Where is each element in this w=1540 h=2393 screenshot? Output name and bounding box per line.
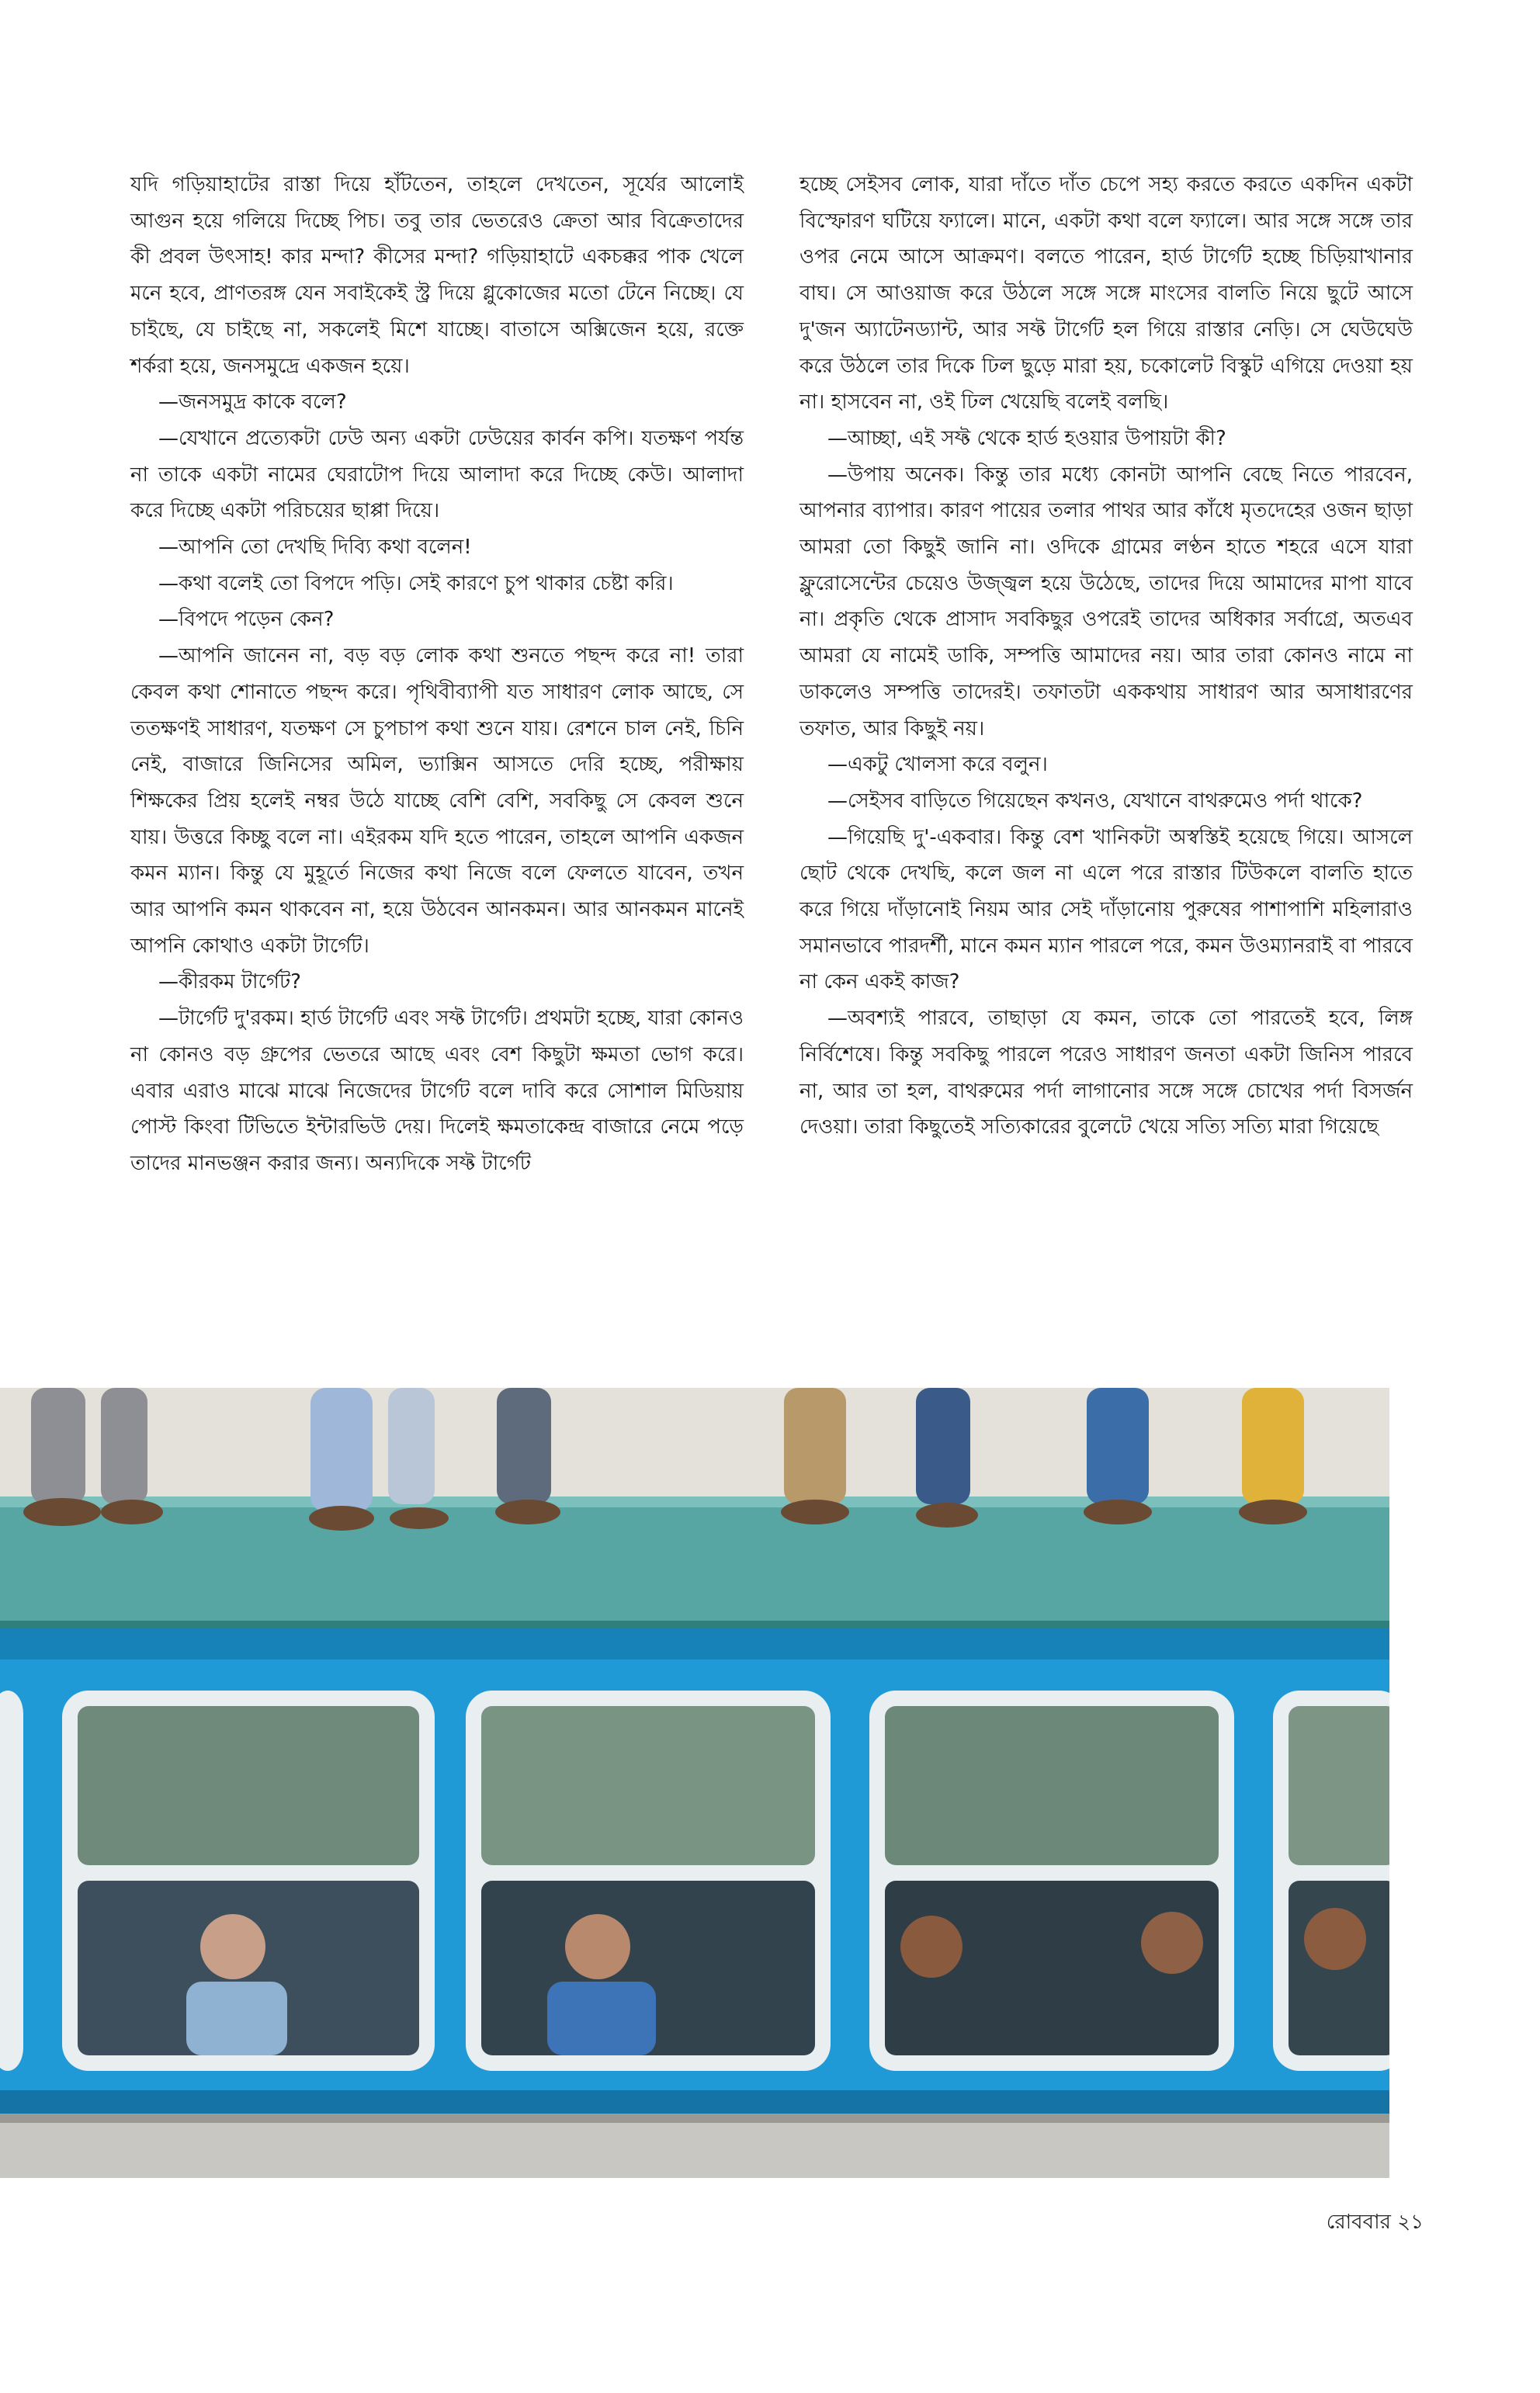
bus-photo — [0, 1388, 1389, 2178]
page-folio: রোববার ২১ — [1326, 2211, 1424, 2234]
text-column-right — [799, 167, 1413, 1146]
paragraph: যদি গড়িয়াহাটের রাস্তা দিয়ে হাঁটতেন, তাহলে দেখতেন, সূর্যের আলোই আগুন হয়ে গলিয়ে দিচ্ছে পিচ। তবু তার ভেতরেও ক্রেতা আর বিক্রেতাদের কী প্রবল উৎসাহ! কার মন্দা? কীসের মন্দা? গড়িয়াহাটে একচক্কর পাক খেলে মনে হবে, প্রাণতরঙ্গ যেন সবাইকেই স্ট্র দিয়ে গ্লুকোজের মতো টেনে নিচ্ছে। যে চাইছে, যে চাইছে না, সকলেই মিশে যাচ্ছে। বাতাসে অক্সিজেন হয়ে, রক্তে শর্করা হয়ে, জনসমুদ্রে একজন হয়ে। — [130, 173, 744, 378]
paragraph: —আপনি তো দেখছি দিব্যি কথা বলেন! — [158, 536, 472, 560]
bus-roof — [0, 1496, 1389, 1628]
bus-illustration — [0, 1388, 1389, 2178]
paragraph: —একটু খোলসা করে বলুন। — [827, 753, 1048, 777]
paragraph: —উপায় অনেক। কিন্তু তার মধ্যে কোনটা আপনি বেছে নিতে পারবেন, আপনার ব্যাপার। কারণ পায়ের তলার পাথর আর কাঁধে মৃতদেহের ওজন ছাড়া আমরা তো কিছুই জানি না। ওদিকে গ্রামের লণ্ঠন হাতে শহরে এসে যারা ফ্লুরোসেন্টের চেয়েও উজ্জ্বল হয়ে উঠেছে, তাদের দিয়ে আমাদের মাপা যাবে না। প্রকৃতি থেকে প্রাসাদ সবকিছুর ওপরেই তাদের অধিকার সর্বাগ্রে, অতএব আমরা যে নামেই ডাকি, সম্পত্তি আমাদের নয়। আর তারা কোনও নামে না ডাকলেও সম্পত্তি তাদেরই। তফাতটা এককথায় সাধারণ আর অসাধারণের তফাত, আর কিছুই নয়। — [799, 463, 1413, 740]
paragraph: —আপনি জানেন না, বড় বড় লোক কথা শুনতে পছন্দ করে না! তারা কেবল কথা শোনাতে পছন্দ করে। পৃথিবীব্যাপী যত সাধারণ লোক আছে, সে ততক্ষণই সাধারণ, যতক্ষণ সে চুপচাপ কথা শুনে যায়। রেশনে চাল নেই, চিনি নেই, বাজারে জিনিসের অমিল, ভ্যাক্সিন আসতে দেরি হচ্ছে, পরীক্ষায় শিক্ষকের প্রিয় হলেই নম্বর উঠে যাচ্ছে বেশি বেশি, সবকিছু সে কেবল শুনে যায়। উত্তরে কিচ্ছু বলে না। এইরকম যদি হতে পারেন, তাহলে আপনি একজন কমন ম্যান। কিন্তু যে মুহূর্তে নিজের কথা নিজে বলে ফেলতে যাবেন, তখন আর আপনি কমন থাকবেন না, হয়ে উঠবেন আনকমন। আর আনকমন মানেই আপনি কোথাও একটা টার্গেট। — [130, 644, 744, 958]
bus-windows — [0, 1691, 1389, 2071]
paragraph: —গিয়েছি দু'-একবার। কিন্তু বেশ খানিকটা অস্বস্তিই হয়েছে গিয়ে। আসলে ছোট থেকে দেখছি, কলে জল না এলে পরে রাস্তার টিউকলে বালতি হাতে করে গিয়ে দাঁড়ানোই নিয়ম আর সেই দাঁড়ানোয় পুরুষের পাশাপাশি মহিলারাও সমানভাবে পারদর্শী, মানে কমন ম্যান পারলে পরে, কমন উওম্যানরাই বা পারবে না কেন একই কাজ? — [799, 825, 1413, 994]
paragraph: —বিপদে পড়েন কেন? — [158, 608, 335, 632]
paragraph: —টার্গেট দু'রকম। হার্ড টার্গেট এবং সফ্ট টার্গেট। প্রথমটা হচ্ছে, যারা কোনও না কোনও বড় গ্রুপের ভেতরে আছে এবং বেশ কিছুটা ক্ষমতা ভোগ করে। এবার এরাও মাঝে মাঝে নিজেদের টার্গেট বলে দাবি করে সোশাল মিডিয়ায় পোস্ট কিংবা টিভিতে ইন্টারভিউ দেয়। দিলেই ক্ষমতাকেন্দ্র বাজারে নেমে পড়ে তাদের মানভঞ্জন করার জন্য। অন্যদিকে সফ্ট টার্গেট — [130, 1007, 744, 1175]
paragraph: —সেইসব বাড়িতে গিয়েছেন কখনও, যেখানে বাথরুমেও পর্দা থাকে? — [827, 789, 1363, 813]
text-column-left — [130, 167, 744, 1182]
paragraph: —যেখানে প্রত্যেকটা ঢেউ অন্য একটা ঢেউয়ের কার্বন কপি। যতক্ষণ পর্যন্ত না তাকে একটা নামের ঘেরাটোপ দিয়ে আলাদা করে দিচ্ছে কেউ। আলাদা করে দিচ্ছে একটা পরিচয়ের ছাপ্পা দিয়ে। — [130, 426, 744, 523]
paragraph: —কীরকম টার্গেট? — [158, 970, 301, 994]
paragraph: —জনসমুদ্র কাকে বলে? — [158, 390, 347, 414]
paragraph: হচ্ছে সেইসব লোক, যারা দাঁতে দাঁত চেপে সহ্য করতে করতে একদিন একটা বিস্ফোরণ ঘটিয়ে ফ্যালে। মানে, একটা কথা বলে ফ্যালে। আর সঙ্গে সঙ্গে তার ওপর নেমে আসে আক্রমণ। বলতে পারেন, হার্ড টার্গেট হচ্ছে চিড়িয়াখানার বাঘ। সে আওয়াজ করে উঠলে সঙ্গে সঙ্গে মাংসের বালতি নিয়ে ছুটে আসে দু'জন অ্যাটেনড্যান্ট, আর সফ্ট টার্গেট হল গিয়ে রাস্তার নেড়ি। সে ঘেউঘেউ করে উঠলে তার দিকে ঢিল ছুড়ে মারা হয়, চকোলেট বিস্কুট এগিয়ে দেওয়া হয় না। হাসবেন না, ওই ঢিল খেয়েছি বলেই বলছি। — [799, 173, 1413, 414]
paragraph: —কথা বলেই তো বিপদে পড়ি। সেই কারণে চুপ থাকার চেষ্টা করি। — [158, 571, 674, 595]
paragraph: —অবশ্যই পারবে, তাছাড়া যে কমন, তাকে তো পারতেই হবে, লিঙ্গ নির্বিশেষে। কিন্তু সবকিছু পারলে পরেও সাধারণ জনতা একটা জিনিস পারবে না, আর তা হল, বাথরুমের পর্দা লাগানোর সঙ্গে সঙ্গে চোখের পর্দা বিসর্জন দেওয়া। তারা কিছুতেই সত্যিকারের বুলেটে খেয়ে সত্যি সত্যি মারা গিয়েছে — [799, 1007, 1413, 1139]
paragraph: —আচ্ছা, এই সফ্ট থেকে হার্ড হওয়ার উপায়টা কী? — [827, 426, 1226, 450]
